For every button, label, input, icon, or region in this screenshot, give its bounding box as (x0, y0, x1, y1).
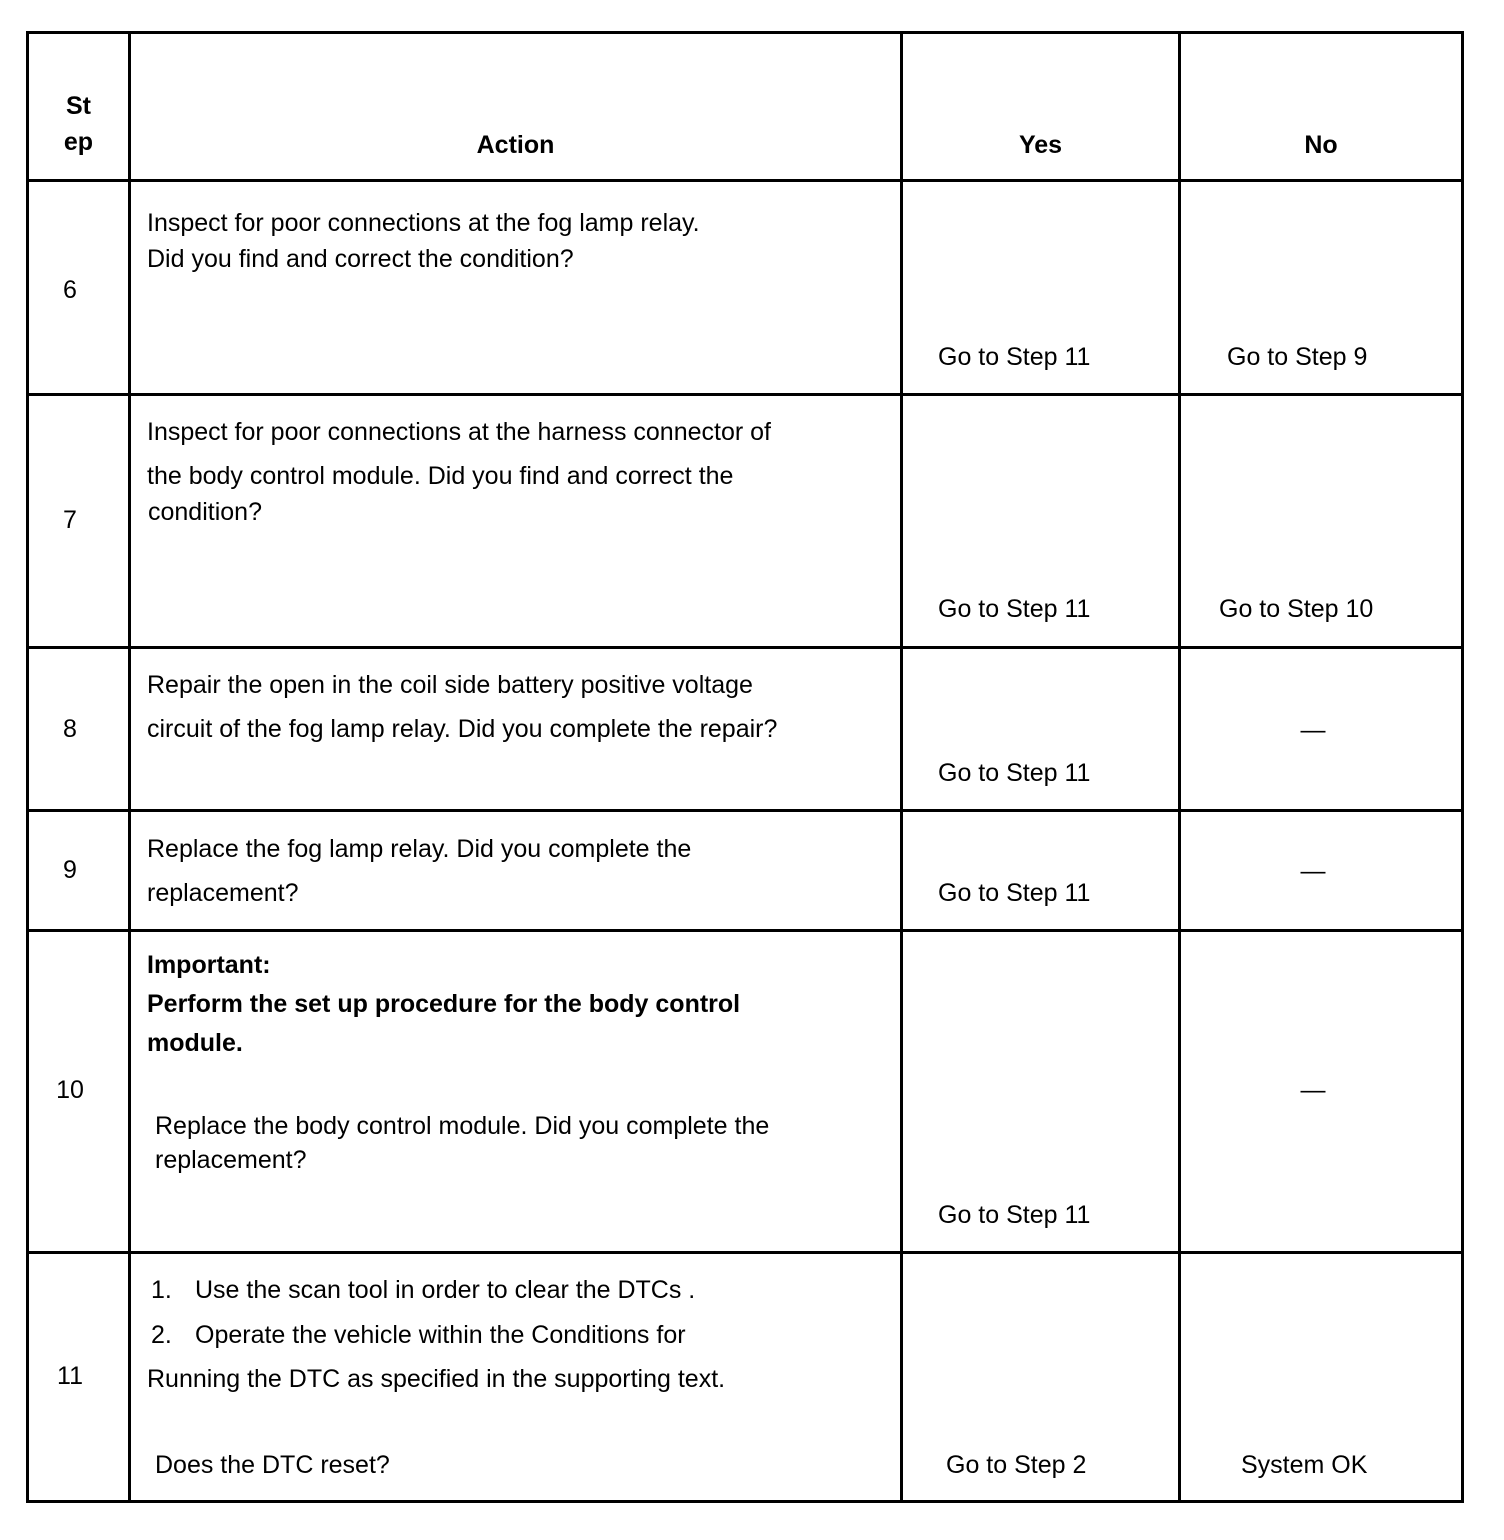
header-divider (26, 179, 1464, 182)
step-number: 6 (63, 276, 77, 304)
yes-result: Go to Step 11 (938, 595, 1091, 623)
no-result: Go to Step 9 (1227, 343, 1368, 371)
yes-result: Go to Step 2 (946, 1451, 1087, 1479)
list-item-number: 2. (151, 1321, 172, 1349)
row-divider (26, 929, 1464, 932)
no-result: — (1300, 1076, 1326, 1104)
action-text: Replace the fog lamp relay. Did you complete the (147, 835, 692, 863)
important-text: Perform the set up procedure for the body control (147, 990, 741, 1018)
action-text: Inspect for poor connections at the fog lamp relay. (147, 209, 700, 237)
column-divider (128, 31, 131, 1503)
yes-result: Go to Step 11 (938, 879, 1091, 907)
action-text: Inspect for poor connections at the harness connector of (147, 418, 771, 446)
action-text: the body control module. Did you find and correct the (147, 462, 734, 490)
header-yes: Yes (1018, 131, 1063, 159)
action-text: circuit of the fog lamp relay. Did you complete the repair? (147, 715, 778, 743)
table-border-top (26, 31, 1464, 34)
important-label: Important: (147, 951, 271, 979)
yes-result: Go to Step 11 (938, 759, 1091, 787)
action-text: Repair the open in the coil side battery positive voltage (147, 671, 753, 699)
action-text: replacement? (147, 879, 299, 907)
column-divider (900, 31, 903, 1503)
no-result: System OK (1241, 1451, 1368, 1479)
action-text: Did you find and correct the condition? (147, 245, 574, 273)
action-text: condition? (148, 498, 262, 526)
step-number: 9 (63, 856, 77, 884)
table-border-right (1461, 31, 1464, 1503)
header-no: No (1304, 131, 1338, 159)
list-item-text: Use the scan tool in order to clear the DTCs . (195, 1276, 696, 1304)
list-item-text: Operate the vehicle within the Conditions for (195, 1321, 686, 1349)
row-divider (26, 393, 1464, 396)
row-divider (26, 1251, 1464, 1254)
action-text: Running the DTC as specified in the supporting text. (147, 1365, 726, 1393)
important-text: module. (147, 1029, 243, 1057)
header-step (29, 88, 128, 160)
yes-result: Go to Step 11 (938, 343, 1091, 371)
header-step-line1: St (66, 92, 91, 120)
no-result: — (1300, 716, 1326, 744)
no-result: — (1300, 857, 1326, 885)
step-number: 7 (63, 506, 77, 534)
header-action: Action (476, 131, 555, 159)
yes-result: Go to Step 11 (938, 1201, 1091, 1229)
row-divider (26, 809, 1464, 812)
step-number: 8 (63, 715, 77, 743)
step-number: 11 (57, 1362, 83, 1390)
action-text: Replace the body control module. Did you complete the (155, 1112, 770, 1140)
list-item-number: 1. (151, 1276, 172, 1304)
column-divider (1178, 31, 1181, 1503)
step-number: 10 (56, 1076, 84, 1104)
table-border-bottom (26, 1500, 1464, 1503)
question-text: Does the DTC reset? (155, 1451, 390, 1479)
table-border-left (26, 31, 29, 1503)
row-divider (26, 646, 1464, 649)
no-result: Go to Step 10 (1219, 595, 1374, 623)
header-step-line2: ep (63, 128, 94, 156)
action-text: replacement? (155, 1146, 307, 1174)
